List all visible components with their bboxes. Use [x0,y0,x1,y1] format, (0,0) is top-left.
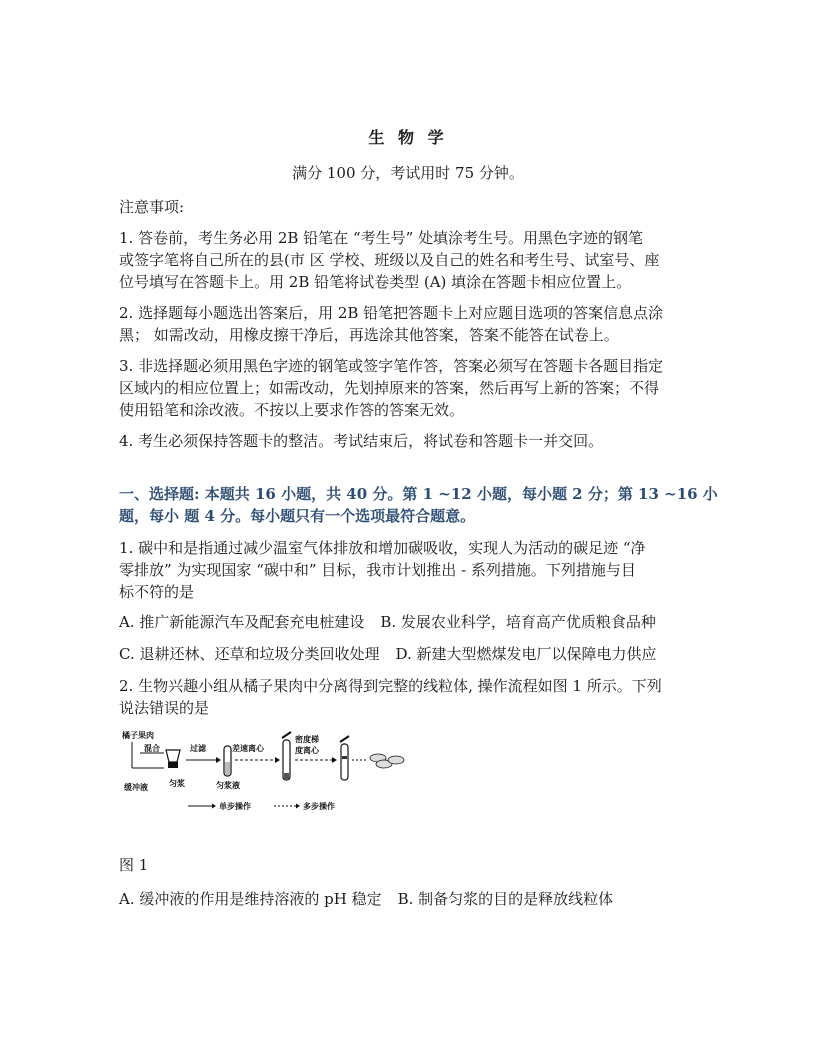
tube-pellet-icon [284,773,289,779]
q1-stem-line-3: 标不符的是 [119,583,195,601]
pipette-icon [340,736,349,742]
q2-option-a: A. 缓冲液的作用是维持溶液的 pH 稳定 [119,890,382,908]
section-heading-line-1: 一、选择题: 本题共 16 小题，共 40 分。第 1 ~12 小题，每小题 2 分；第 13 ~16 小 [119,485,718,503]
q2-stem-line-1: 2. 生物兴趣小组从橘子果肉中分离得到完整的线粒体, 操作流程如图 1 所示。下列 [119,677,662,695]
label-homogenate: 匀浆 [169,779,185,788]
notice-3-line-3: 使用铅笔和涂改液。不按以上要求作答的答案无效。 [119,401,465,419]
test-tube-icon [341,744,348,780]
label-filter: 过滤 [190,744,206,753]
tube-band-icon [342,756,347,759]
label-density-gradient-1: 密度梯 [295,735,319,744]
q2-stem-line-2: 说法错误的是 [119,699,210,717]
mitochondria-isolation-flowchart [120,728,420,818]
q1-stem-line-2: 零排放” 为实现国家 “碳中和” 目标，我市计划推出 - 系列措施。下列措施与目 [119,561,636,579]
arrow-head-icon [275,757,280,763]
q1-options-row-1 [119,611,699,633]
figure-caption: 图 1 [119,856,149,874]
label-differential-centrifugation: 差速离心 [232,744,264,753]
q1-option-a: A. 推广新能源汽车及配套充电桩建设 [119,613,365,631]
notice-2-line-1: 2. 选择题每小题选出答案后，用 2B 铅笔把答题卡上对应题目选项的答案信息点涂 [119,304,664,322]
label-density-gradient-2: 度离心 [295,746,319,755]
mitochondrion-icon [388,756,404,764]
arrow-head-icon [212,804,216,809]
pipette-icon [282,732,291,738]
section-heading-line-2: 题，每小 题 4 分。每小题只有一个选项最符合题意。 [119,507,476,525]
q1-option-b: B. 发展农业科学，培育高产优质粮食品种 [380,613,656,631]
blender-icon [166,750,180,762]
notice-1-line-2: 或签字笔将自己所在的县(市 区 学校、班级以及自己的姓名和考生号、试室号、座 [119,251,660,269]
notice-4-line-1: 4. 考生必须保持答题卡的整洁。考试结束后，将试卷和答题卡一并交回。 [119,432,604,450]
q1-stem-line-1: 1. 碳中和是指通过减少温室气体排放和增加碳吸收，实现人为活动的碳足迹 “净 [119,539,646,557]
arrow-head-icon [216,757,221,763]
label-buffer: 缓冲液 [124,783,148,792]
legend-single-step: 单步操作 [219,802,251,811]
notice-1-line-3: 位号填写在答题卡上。用 2B 铅笔将试卷类型 (A) 填涂在答题卡相应位置上。 [119,273,632,291]
q2-option-b: B. 制备匀浆的目的是释放线粒体 [397,890,614,908]
notice-2-line-2: 黑； 如需改动，用橡皮擦干净后，再选涂其他答案，答案不能答在试卷上。 [119,326,619,344]
exam-info: 满分 100 分，考试用时 75 分钟。 [292,164,524,182]
arrow-head-icon [296,804,300,809]
notice-3-line-2: 区域内的相应位置上；如需改动，先划掉原来的答案，然后再写上新的答案；不得 [119,379,660,397]
label-orange-pulp: 橘子果肉 [122,731,154,740]
label-homogenate-liquid: 匀浆液 [216,781,240,790]
q1-option-c: C. 退耕还林、还草和垃圾分类回收处理 [119,645,380,663]
blender-base-icon [168,762,178,768]
page-title: 生 物 学 [368,128,448,147]
label-mix: 混合 [144,744,160,753]
notice-3-line-1: 3. 非选择题必须用黑色字迹的钢笔或签字笔作答，答案必须写在答题卡各题目指定 [119,357,664,375]
notice-1-line-1: 1. 答卷前，考生务必用 2B 铅笔在 “考生号” 处填涂考生号。用黑色字迹的钢笔 [119,229,644,247]
notice-heading: 注意事项: [119,198,185,216]
tube-liquid-icon [225,762,230,775]
legend-multi-step: 多步操作 [303,802,335,811]
arrow-head-icon [332,757,337,763]
q2-options-row-1 [119,888,699,910]
q1-option-d: D. 新建大型燃煤发电厂以保障电力供应 [395,645,657,663]
q1-options-row-2 [119,643,699,665]
